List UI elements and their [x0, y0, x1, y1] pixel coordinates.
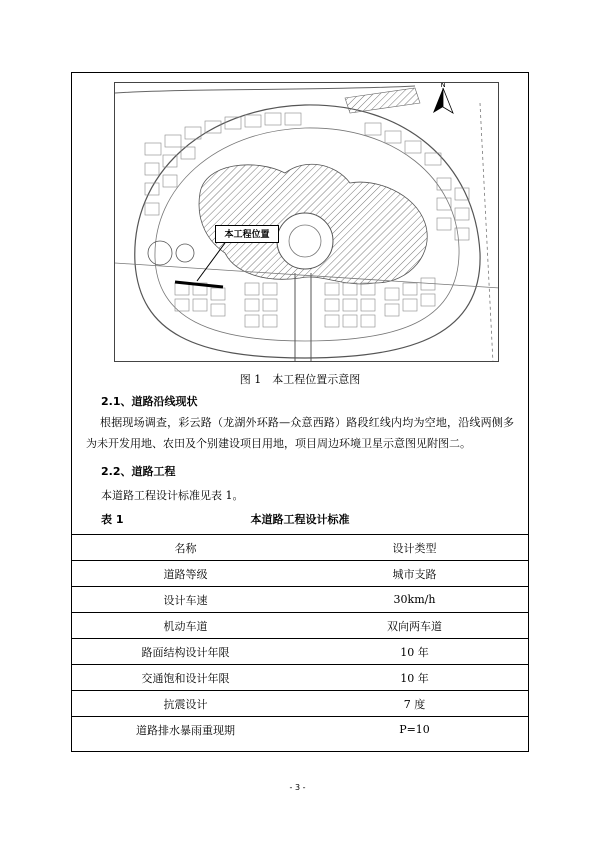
table-cell: 30km/h: [300, 587, 529, 613]
table-header-cell: 设计类型: [300, 535, 529, 561]
design-standard-table: [71, 534, 529, 743]
location-map: [114, 82, 499, 362]
table-row: [71, 639, 529, 665]
north-arrow-icon: [433, 83, 453, 113]
section-heading-2-2: 2.2、道路工程: [101, 465, 176, 478]
table-cell: 抗震设计: [71, 691, 300, 717]
table-cell: 路面结构设计年限: [71, 639, 300, 665]
table-row: [71, 613, 529, 639]
section-2-2-paragraph: 本道路工程设计标准见表 1。: [101, 489, 244, 502]
table-row: [71, 561, 529, 587]
table-header-cell: 名称: [71, 535, 300, 561]
table-title: 本道路工程设计标准: [250, 513, 350, 526]
figure-caption: 图 1 本工程位置示意图: [239, 373, 361, 386]
central-island: [277, 213, 333, 269]
table-cell: 双向两车道: [300, 613, 529, 639]
table-cell: 7 度: [300, 691, 529, 717]
table-header-row: [71, 535, 529, 561]
page-number: - 3 -: [289, 783, 306, 792]
table-row: [71, 587, 529, 613]
table-cell: P=10: [300, 717, 529, 743]
table-cell: 设计车速: [71, 587, 300, 613]
svg-text:N: N: [440, 83, 446, 89]
section-2-1-paragraph: 根据现场调查，彩云路（龙湖外环路—众意西路）路段红线内均为空地，沿线两侧多为未开发用地、农田及个别建设项目用地，项目周边环境卫星示意图见附图二。: [86, 416, 514, 450]
table-cell: 交通饱和设计年限: [71, 665, 300, 691]
map-drawing: [115, 83, 499, 362]
callout-leader: [197, 243, 225, 281]
table-cell: 城市支路: [300, 561, 529, 587]
project-location-callout: 本工程位置: [215, 225, 279, 243]
table-row: [71, 717, 529, 743]
table-cell: 道路等级: [71, 561, 300, 587]
table-cell: 10 年: [300, 639, 529, 665]
table-cell: 道路排水暴雨重现期: [71, 717, 300, 743]
table-cell: 10 年: [300, 665, 529, 691]
table-row: [71, 665, 529, 691]
table-cell: 机动车道: [71, 613, 300, 639]
table-row: [71, 691, 529, 717]
section-heading-2-1: 2.1、道路沿线现状: [101, 395, 198, 408]
table-label: 表 1: [101, 513, 124, 526]
